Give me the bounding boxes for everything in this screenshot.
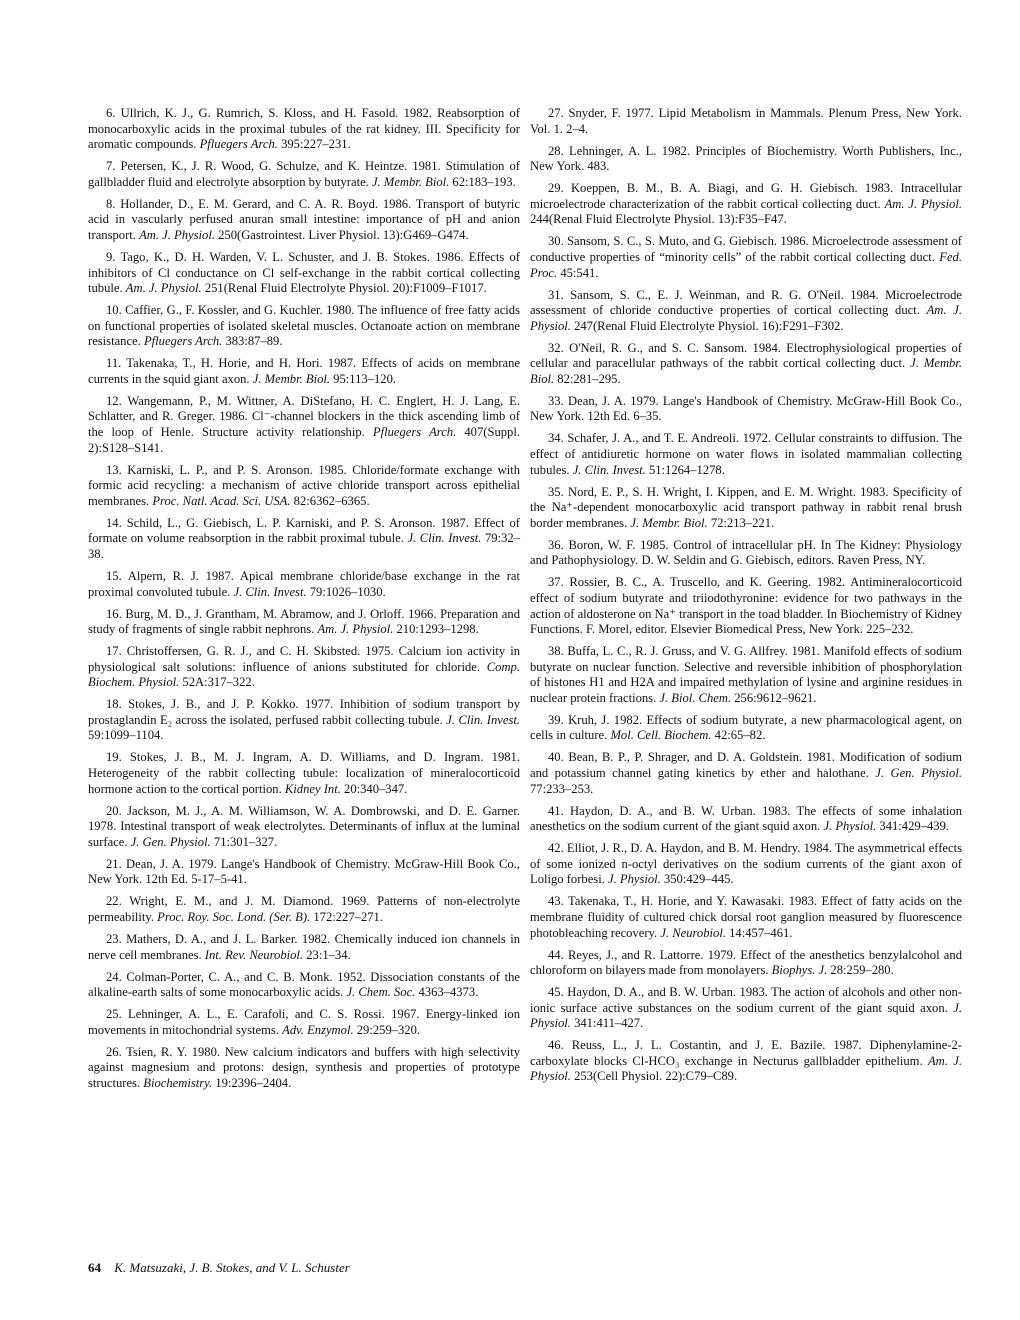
reference-entry xyxy=(88,607,520,638)
reference-journal: Proc. Roy. Soc. Lond. (Ser. B). xyxy=(157,909,311,924)
reference-post: 251(Renal Fluid Electrolyte Physiol. 20):F1009–F1017. xyxy=(201,281,487,296)
reference-entry xyxy=(530,644,962,706)
reference-pre: 12. Wangemann, P., M. Wittner, A. DiStefano, H. C. Englert, H. J. Lang, E. Schlatter, and R. Greger. 1986. Cl⁻-channel blockers in the thick ascending limb of the loop of Henle. Structure activity relationship. xyxy=(88,393,520,440)
reference-post: 77:233–253. xyxy=(530,781,594,796)
reference-pre: 28. Lehninger, A. L. 1982. Principles of Biochemistry. Worth Publishers, Inc., New York. 483. xyxy=(530,143,962,174)
reference-entry xyxy=(88,394,520,456)
page-number: 64 xyxy=(88,1260,101,1275)
reference-post: 350:429–445. xyxy=(660,872,734,887)
reference-journal: J. Physiol. xyxy=(608,872,661,887)
reference-journal: Pfluegers Arch. xyxy=(143,334,223,349)
reference-entry xyxy=(88,303,520,350)
reference-entry xyxy=(530,485,962,532)
reference-entry xyxy=(88,1007,520,1038)
reference-journal: J. Chem. Soc. xyxy=(346,985,416,1000)
reference-journal: J. Clin. Invest. xyxy=(407,531,482,546)
reference-post: 19:2396–2404. xyxy=(212,1075,292,1090)
running-authors: K. Matsuzaki, J. B. Stokes, and V. L. Schuster xyxy=(114,1260,350,1275)
reference-journal: J. Clin. Invest. xyxy=(572,462,646,477)
reference-post: 253(Cell Physiol. 22):C79–C89. xyxy=(570,1069,738,1084)
reference-entry xyxy=(530,804,962,835)
reference-entry xyxy=(530,948,962,979)
reference-journal: J. Gen. Physiol. xyxy=(130,834,211,849)
reference-entry xyxy=(530,341,962,388)
reference-entry xyxy=(530,431,962,478)
reference-post: 82:6362–6365. xyxy=(290,493,370,508)
page-footer xyxy=(88,1260,350,1276)
reference-entry xyxy=(530,841,962,888)
reference-entry xyxy=(88,197,520,244)
reference-entry xyxy=(530,894,962,941)
reference-pre: 25. Lehninger, A. L., E. Carafoli, and C. S. Rossi. 1967. Energy-linked ion movements in mitochondrial systems. xyxy=(88,1007,520,1037)
reference-pre: 44. Reyes, J., and R. Lattorre. 1979. Effect of the anesthetics benzylalcohol and chloroform on bilayers made from monolayers. xyxy=(530,947,962,978)
reference-journal: Am. J. Physiol. xyxy=(125,281,202,296)
reference-post: 28:259–280. xyxy=(827,963,894,978)
reference-pre: 34. Schafer, J. A., and T. E. Andreoli. 1972. Cellular constraints to diffusion. The effect of antidiuretic hormone on water flows in isolated mammalian collecting tubules. xyxy=(530,431,962,477)
reference-post: 71:301–327. xyxy=(210,834,278,849)
reference-post: 250(Gastrointest. Liver Physiol. 13):G469–G474. xyxy=(214,227,469,242)
reference-pre: 33. Dean, J. A. 1979. Lange's Handbook of Chemistry. McGraw-Hill Book Co., New York. 12th Ed. 6–35. xyxy=(530,393,962,424)
reference-post: 172:227–271. xyxy=(310,909,383,924)
reference-pre: 31. Sansom, S. C., E. J. Weinman, and R. G. O'Neil. 1984. Microelectrode assessment of chloride conductive properties of cortical collecting duct. xyxy=(530,287,962,318)
reference-pre: 14. Schild, L., G. Giebisch, L. P. Karniski, and P. S. Aronson. 1987. Effect of formate on volume reabsorption in the rabbit proximal tubule. xyxy=(88,515,520,546)
reference-entry xyxy=(530,1038,962,1085)
reference-journal: Adv. Enzymol. xyxy=(282,1022,354,1037)
reference-pre: 19. Stokes, J. B., M. J. Ingram, A. D. Williams, and D. Ingram. 1981. Heterogeneity of the rabbit collecting tubule: localization of mineralocorticoid hormone action to the cortical portion. xyxy=(88,750,520,796)
reference-pre: 11. Takenaka, T., H. Horie, and H. Hori. 1987. Effects of acids on membrane currents in the squid giant axon. xyxy=(88,356,520,386)
reference-pre: 23. Mathers, D. A., and J. L. Barker. 1982. Chemically induced ion channels in nerve cell membranes. xyxy=(88,931,520,962)
reference-entry xyxy=(530,538,962,569)
reference-post: 62:183–193. xyxy=(449,174,516,189)
reference-pre: 13. Karniski, L. P., and P. S. Aronson. 1985. Chloride/formate exchange with formic acid recycling: a mechanism of active chloride transport across epithelial membranes. xyxy=(88,462,520,508)
reference-pre: 24. Colman-Porter, C. A., and C. B. Monk. 1952. Dissociation constants of the alkaline-earth salts of some monocarboxylic acids. xyxy=(88,969,520,1000)
reference-entry xyxy=(530,234,962,281)
reference-pre: 39. Kruh, J. 1982. Effects of sodium butyrate, a new pharmacological agent, on cells in culture. xyxy=(530,712,962,743)
reference-post: 4363–4373. xyxy=(415,985,479,1000)
reference-journal: Am. J. Physiol. xyxy=(530,1053,962,1084)
reference-pre: 40. Bean, B. P., P. Shrager, and D. A. Goldstein. 1981. Modification of sodium and potassium channel gating kinetics by ether and halothane. xyxy=(530,750,962,781)
reference-journal: Biochemistry. xyxy=(143,1075,213,1090)
reference-post: 247(Renal Fluid Electrolyte Physiol. 16):F291–F302. xyxy=(570,318,844,333)
reference-post: 79:32–38. xyxy=(88,531,520,561)
reference-journal: Pfluegers Arch. xyxy=(199,137,278,152)
reference-entry xyxy=(88,250,520,297)
reference-entry xyxy=(88,159,520,190)
reference-pre: 9. Tago, K., D. H. Warden, V. L. Schuster, and J. B. Stokes. 1986. Effects of inhibitors of Cl conductance on Cl self-exchange in the rabbit cortical collecting tubule. xyxy=(88,249,520,296)
reference-entry xyxy=(530,985,962,1032)
reference-journal: J. Gen. Physiol. xyxy=(875,766,962,781)
reference-journal: Mol. Cell. Biochem. xyxy=(610,728,712,743)
reference-entry xyxy=(88,644,520,691)
reference-pre: 30. Sansom, S. C., S. Muto, and G. Giebisch. 1986. Microelectrode assessment of conductive properties of “minority cells” of the rabbit cortical collecting duct. xyxy=(530,234,962,264)
reference-entry xyxy=(530,144,962,175)
reference-post: 29:259–320. xyxy=(353,1022,421,1037)
reference-journal: Am. J. Physiol. xyxy=(139,227,215,242)
reference-journal: Int. Rev. Neurobiol. xyxy=(204,947,304,962)
reference-entry xyxy=(88,1045,520,1092)
reference-post: 23:1–34. xyxy=(303,947,351,962)
reference-entry xyxy=(88,932,520,963)
reference-pre: 15. Alpern, R. J. 1987. Apical membrane chloride/base exchange in the rat proximal convoluted tubule. xyxy=(88,568,520,599)
reference-pre: 20. Jackson, M. J., A. M. Williamson, W. A. Dombrowski, and D. E. Garner. 1978. Intestinal transport of weak electrolytes. Determinants of influx at the luminal surface. xyxy=(88,803,520,849)
reference-entry xyxy=(88,356,520,387)
reference-entry xyxy=(530,106,962,137)
reference-entry xyxy=(88,516,520,563)
reference-post: 59:1099–1104. xyxy=(88,728,164,743)
reference-post: 341:411–427. xyxy=(570,1016,644,1031)
reference-post: 82:281–295. xyxy=(554,371,621,386)
reference-journal: J. Clin. Invest. xyxy=(446,712,520,727)
reference-entry xyxy=(530,575,962,637)
reference-pre: 35. Nord, E. P., S. H. Wright, I. Kippen, and E. M. Wright. 1983. Specificity of the Na⁺-dependent monocarboxylic acid transport pathway in rabbit renal brush border membranes. xyxy=(530,484,962,530)
reference-journal: Pfluegers Arch. xyxy=(372,425,457,440)
reference-pre: 43. Takenaka, T., H. Horie, and Y. Kawasaki. 1983. Effect of fatty acids on the membrane fluidity of cultured chick dorsal root ganglion measured by fluorescence photobleaching recovery. xyxy=(530,894,962,940)
reference-pre: 18. Stokes, J. B., and J. P. Kokko. 1977. Inhibition of sodium transport by prostaglandin E₂ across the isolated, perfused rabbit collecting tubule. xyxy=(88,697,520,727)
reference-post: 95:113–120. xyxy=(330,371,397,386)
reference-entry xyxy=(530,713,962,744)
reference-post: 383:87–89. xyxy=(222,334,283,349)
reference-post: 210:1293–1298. xyxy=(393,622,479,637)
reference-pre: 21. Dean, J. A. 1979. Lange's Handbook of Chemistry. McGraw-Hill Book Co., New York. 12th Ed. 5-17–5-41. xyxy=(88,856,520,887)
reference-post: 79:1026–1030. xyxy=(306,584,386,599)
reference-pre: 38. Buffa, L. C., R. J. Gruss, and V. G. Allfrey. 1981. Manifold effects of sodium butyrate on nuclear function. Selective and reversible inhibition of phosphorylation of histones H1 and H2A and impaired methylation of lysine and arginine residues in nuclear protein fractions. xyxy=(530,644,962,705)
reference-pre: 45. Haydon, D. A., and B. W. Urban. 1983. The action of alcohols and other non-ionic surface active substances on the sodium current of the giant squid axon. xyxy=(530,985,962,1015)
reference-post: 14:457–461. xyxy=(725,925,793,940)
reference-pre: 7. Petersen, K., J. R. Wood, G. Schulze, and K. Heintze. 1981. Stimulation of gallbladder fluid and electrolyte absorption by butyrate. xyxy=(88,159,520,189)
reference-entry xyxy=(530,181,962,228)
reference-entry xyxy=(530,750,962,797)
reference-journal: Am. J. Physiol. xyxy=(317,622,394,637)
reference-post: 51:1264–1278. xyxy=(645,462,725,477)
reference-entry xyxy=(88,463,520,510)
reference-journal: J. Clin. Invest. xyxy=(233,584,307,599)
reference-pre: 46. Reuss, L., J. L. Costantin, and J. E. Bazile. 1987. Diphenylamine-2-carboxylate blocks Cl-HCO₃ exchange in Necturus gallbladder epithelium. xyxy=(530,1038,962,1068)
reference-entry xyxy=(530,288,962,335)
reference-journal: J. Membr. Biol. xyxy=(252,371,331,386)
reference-journal: Proc. Natl. Acad. Sci. USA. xyxy=(152,493,291,508)
reference-journal: J. Neurobiol. xyxy=(660,925,726,940)
reference-post: 72:213–221. xyxy=(707,515,775,530)
reference-pre: 22. Wright, E. M., and J. M. Diamond. 1969. Patterns of non-electrolyte permeability. xyxy=(88,894,520,924)
reference-column-right xyxy=(530,106,962,1091)
reference-journal: J. Physiol. xyxy=(823,819,877,834)
reference-column-left xyxy=(88,106,520,1098)
reference-post: 244(Renal Fluid Electrolyte Physiol. 13):F35–F47. xyxy=(530,212,787,227)
reference-journal: Am. J. Physiol. xyxy=(884,196,962,211)
reference-entry xyxy=(88,894,520,925)
reference-journal: J. Membr. Biol. xyxy=(630,515,708,530)
reference-entry xyxy=(88,569,520,600)
reference-pre: 26. Tsien, R. Y. 1980. New calcium indicators and buffers with high selectivity against magnesium and protons: design, synthesis and properties of prototype structures. xyxy=(88,1044,520,1090)
reference-post: 45:541. xyxy=(557,265,599,280)
reference-pre: 29. Koeppen, B. M., B. A. Biagi, and G. H. Giebisch. 1983. Intracellular microelectrode characterization of the rabbit cortical collecting duct. xyxy=(530,181,962,211)
reference-journal: Fed. Proc. xyxy=(530,249,962,280)
reference-pre: 27. Snyder, F. 1977. Lipid Metabolism in Mammals. Plenum Press, New York. Vol. 1. 2–4. xyxy=(530,106,962,136)
reference-post: 42:65–82. xyxy=(711,728,766,743)
reference-pre: 42. Elliot, J. R., D. A. Haydon, and B. M. Hendry. 1984. The asymmetrical effects of some ionized n-octyl derivatives on the sodium currents of the giant axon of Loligo forbesi. xyxy=(530,841,962,887)
reference-journal: Am. J. Physiol. xyxy=(530,303,962,333)
reference-post: 341:429–439. xyxy=(876,819,950,834)
reference-journal: J. Membr. Biol. xyxy=(371,174,450,189)
reference-pre: 32. O'Neil, R. G., and S. C. Sansom. 1984. Electrophysiological properties of cellular and paracellular pathways of the rabbit cortical collecting duct. xyxy=(530,340,962,371)
reference-journal: J. Biol. Chem. xyxy=(659,690,732,705)
reference-pre: 16. Burg, M. D., J. Grantham, M. Abramow, and J. Orloff. 1966. Preparation and study of fragments of single rabbit nephrons. xyxy=(88,606,520,637)
reference-post: 256:9612–9621. xyxy=(731,690,817,705)
reference-post: 52A:317–322. xyxy=(179,675,255,690)
reference-journal: J. Membr. Biol. xyxy=(530,356,962,386)
reference-entry xyxy=(530,394,962,425)
reference-entry xyxy=(88,697,520,744)
reference-entry xyxy=(88,970,520,1001)
reference-journal: J. Physiol. xyxy=(530,1000,962,1031)
reference-entry xyxy=(88,106,520,153)
reference-entry xyxy=(88,750,520,797)
reference-pre: 17. Christoffersen, G. R. J., and C. H. Skibsted. 1975. Calcium ion activity in physiological salt solutions: influence of anions substituted for chloride. xyxy=(88,644,520,674)
reference-pre: 36. Boron, W. F. 1985. Control of intracellular pH. In The Kidney: Physiology and Pathophysiology. D. W. Seldin and G. Giebisch, editors. Raven Press, NY. xyxy=(530,537,962,568)
reference-post: 20:340–347. xyxy=(340,781,408,796)
reference-post: 407(Suppl. 2):S128–S141. xyxy=(88,425,520,455)
reference-entry xyxy=(88,857,520,888)
reference-pre: 41. Haydon, D. A., and B. W. Urban. 1983. The effects of some inhalation anesthetics on the sodium current of the giant squid axon. xyxy=(530,803,962,834)
reference-pre: 10. Caffier, G., F. Kossler, and G. Kuchler. 1980. The influence of free fatty acids on functional properties of isolated skeletal muscles. Octanoate action on membrane resistance. xyxy=(88,303,520,349)
reference-pre: 6. Ullrich, K. J., G. Rumrich, S. Kloss, and H. Fasold. 1982. Reabsorption of monocarboxylic acids in the proximal tubules of the rat kidney. III. Specificity for aromatic compounds. xyxy=(88,106,520,152)
reference-journal: Kidney Int. xyxy=(284,781,341,796)
reference-entry xyxy=(88,804,520,851)
reference-journal: Biophys. J. xyxy=(771,963,828,978)
reference-pre: 8. Hollander, D., E. M. Gerard, and C. A. R. Boyd. 1986. Transport of butyric acid in vascularly perfused anuran small intestine: importance of pH and anion transport. xyxy=(88,196,520,242)
reference-journal: Comp. Biochem. Physiol. xyxy=(88,659,520,690)
reference-pre: 37. Rossier, B. C., A. Truscello, and K. Geering. 1982. Antimineralocorticoid effect of sodium butyrate and triiodothyronine: evidence for two pathways in the action of aldosterone on Na⁺ transport in the toad bladder. In Biochemistry of Kidney Functions. F. Morel, editor. Elsevier Biomedical Press, New York. 225–232. xyxy=(530,575,962,637)
reference-post: 395:227–231. xyxy=(277,137,351,152)
